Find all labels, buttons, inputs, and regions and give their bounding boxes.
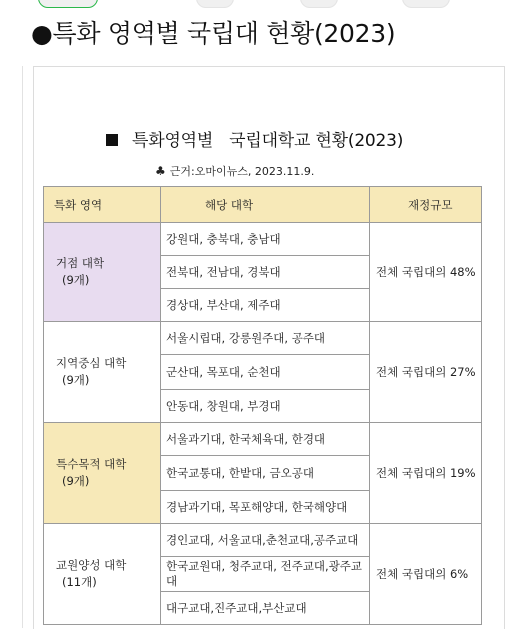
budget-cell: 전체 국립대의 19% (370, 423, 482, 524)
region-cell (44, 322, 161, 423)
header-region: 특화 영역 (44, 187, 161, 223)
university-cell: 전북대, 전남대, 경북대 (161, 256, 370, 289)
top-bar (0, 0, 511, 8)
club-icon: ♣ (155, 164, 166, 178)
table-row (44, 524, 482, 557)
table-header-row (44, 187, 482, 223)
region-name: 지역중심 대학 (56, 356, 127, 370)
black-square-icon (106, 134, 118, 146)
top-tab-pill[interactable] (38, 0, 98, 8)
table-row (44, 423, 482, 456)
document-title-part-b: 국립대학교 현황(2023) (229, 131, 404, 151)
budget-cell: 전체 국립대의 48% (370, 223, 482, 322)
university-cell: 대구교대,진주교대,부산교대 (161, 592, 370, 625)
top-tab-pill[interactable] (196, 0, 234, 8)
region-count: (9개) (62, 474, 90, 488)
table-row (44, 322, 482, 355)
heading-text: ●특화 영역별 국립대 현황(2023) (31, 19, 396, 48)
source-note (155, 163, 314, 179)
university-table (43, 186, 482, 625)
region-count: (9개) (62, 273, 90, 287)
moon-icon (437, 72, 501, 134)
page-heading (31, 14, 395, 50)
left-divider (22, 66, 23, 628)
university-cell: 서울시립대, 강릉원주대, 공주대 (161, 322, 370, 355)
university-cell: 경인교대, 서울교대,춘천교대,공주교대 (161, 524, 370, 557)
source-text: 근거:오마이뉴스, 2023.11.9. (169, 165, 315, 178)
university-cell: 안동대, 창원대, 부경대 (161, 390, 370, 423)
region-count: (11개) (62, 575, 97, 589)
document-title (106, 126, 403, 151)
budget-cell: 전체 국립대의 27% (370, 322, 482, 423)
document-title-part-a: 특화영역별 (132, 131, 214, 151)
table-row (44, 223, 482, 256)
university-cell: 한국교원대, 청주교대, 전주교대,광주교대 (161, 557, 370, 592)
university-cell: 경상대, 부산대, 제주대 (161, 289, 370, 322)
top-tab-pill[interactable] (402, 0, 450, 8)
university-cell: 서울과기대, 한국체육대, 한경대 (161, 423, 370, 456)
budget-cell: 전체 국립대의 6% (370, 524, 482, 625)
region-cell (44, 423, 161, 524)
university-cell: 군산대, 목포대, 순천대 (161, 355, 370, 390)
region-name: 교원양성 대학 (56, 558, 127, 572)
header-universities: 해당 대학 (161, 187, 370, 223)
top-tab-pill[interactable] (300, 0, 338, 8)
university-cell: 경남과기대, 목포해양대, 한국해양대 (161, 491, 370, 524)
header-budget: 재정규모 (370, 187, 482, 223)
region-cell (44, 524, 161, 625)
region-name: 특수목적 대학 (56, 457, 127, 471)
region-count: (9개) (62, 373, 90, 387)
region-cell (44, 223, 161, 322)
region-name: 거점 대학 (56, 256, 105, 270)
university-cell: 강원대, 충북대, 충남대 (161, 223, 370, 256)
university-cell: 한국교통대, 한밭대, 금오공대 (161, 456, 370, 491)
